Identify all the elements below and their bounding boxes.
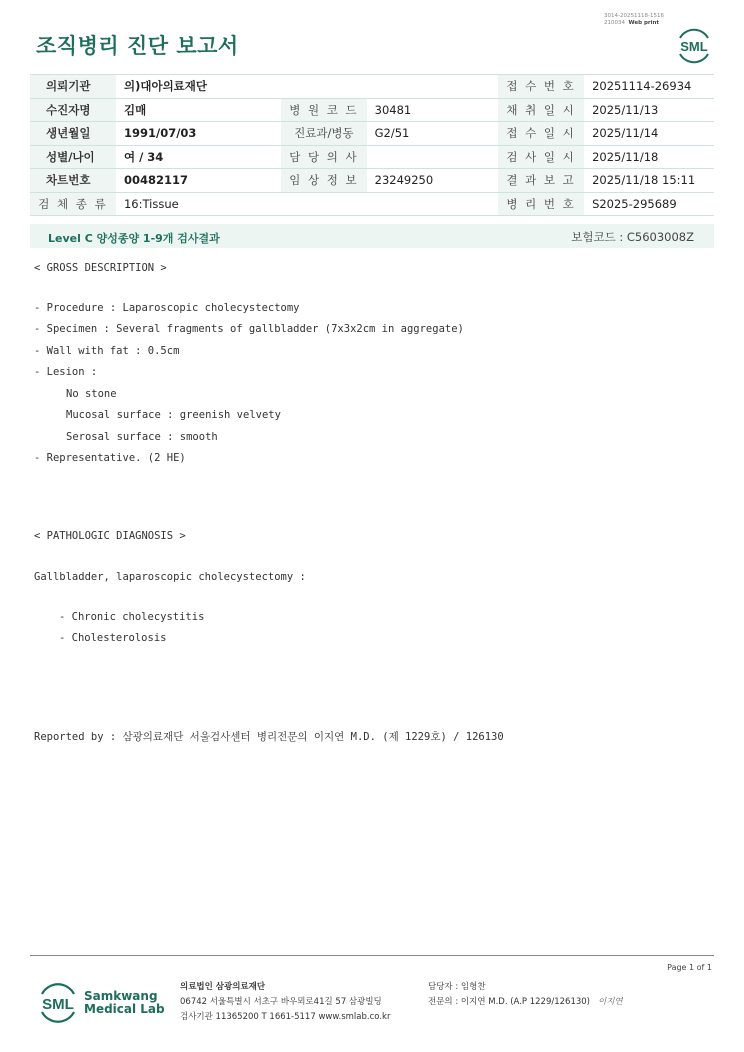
clinical-value: 23249250 (367, 169, 498, 193)
sex-age-label: 성별/나이 (30, 145, 116, 169)
receipt-date-value: 2025/11/14 (584, 122, 714, 146)
pathology-no-value: S2025-295689 (584, 192, 714, 216)
hospital-code-value: 30481 (367, 98, 498, 122)
patient-info-table (30, 74, 714, 216)
gross-specimen: - Specimen : Several fragments of gallbladder (7x3x2cm in aggregate) (34, 323, 464, 335)
specimen-label: 검 체 종 류 (30, 192, 116, 216)
lab-address: 06742 서울특별시 서초구 바우뫼로41길 57 삼광빌딩 (180, 997, 382, 1007)
hospital-code-label: 병 원 코 드 (281, 98, 366, 122)
insurance-code: 보험코드 : C5603008Z (571, 230, 694, 244)
gross-header: < GROSS DESCRIPTION > (34, 262, 167, 274)
gross-procedure: - Procedure : Laparoscopic cholecystectomy (34, 302, 300, 314)
logo-text: SML (42, 996, 74, 1013)
collect-date-value: 2025/11/13 (584, 98, 714, 122)
table-row (30, 192, 714, 216)
gross-no-stone: No stone (66, 388, 117, 400)
brand-line1: Samkwang (84, 989, 158, 1003)
report-date-value: 2025/11/18 15:11 (584, 169, 714, 193)
page-number: Page 1 of 1 (667, 963, 712, 972)
lab-contact: 검사기관 11365200 T 1661-5117 www.smlab.co.kr (180, 1012, 391, 1022)
collect-date-label: 채 취 일 시 (498, 98, 584, 122)
receipt-no-label: 접 수 번 호 (498, 75, 584, 99)
birth-label: 생년월일 (30, 122, 116, 146)
table-row (30, 75, 714, 99)
gross-serosal: Serosal surface : smooth (66, 431, 218, 443)
staff-block (428, 980, 623, 1010)
gross-lesion: - Lesion : (34, 366, 98, 378)
clinical-label: 임 상 정 보 (281, 169, 366, 193)
chart-value: 00482117 (116, 169, 281, 193)
patient-label: 수진자명 (30, 98, 116, 122)
lab-org-name: 의료법인 삼광의료재단 (180, 982, 266, 992)
diagnosis-main: Gallbladder, laparoscopic cholecystectomy : (34, 571, 306, 583)
pathology-no-label: 병 리 번 호 (498, 192, 584, 216)
diagnosis-header: < PATHOLOGIC DIAGNOSIS > (34, 530, 186, 542)
gross-mucosal: Mucosal surface : greenish velvety (66, 409, 281, 421)
footer-divider (30, 955, 714, 956)
gross-wall: - Wall with fat : 0.5cm (34, 345, 180, 357)
print-id-line1: 3014-20251118-1516 (604, 13, 664, 19)
chart-label: 차트번호 (30, 169, 116, 193)
gross-representative: - Representative. (2 HE) (34, 452, 186, 464)
table-row (30, 145, 714, 169)
requester-value: 의)대아의료재단 (116, 75, 498, 99)
dept-label: 진료과/병동 (281, 122, 366, 146)
print-id (604, 13, 674, 27)
print-id-line2: 210034 (604, 20, 625, 26)
doctor-value (367, 145, 498, 169)
receipt-no-value: 20251114-26934 (584, 75, 714, 99)
signature: 이지연 (598, 997, 623, 1007)
print-mode: Web print (628, 20, 660, 26)
diagnosis-item: - Chronic cholecystitis (59, 611, 205, 623)
staff-manager: 담당자 : 임형찬 (428, 982, 486, 992)
reported-by: Reported by : 삼광의료재단 서울검사센터 병리전문의 이지연 M.D. (제 1229호) / 126130 (34, 731, 504, 743)
sml-logo-icon (36, 980, 80, 1026)
lab-address-block (180, 980, 390, 1025)
dept-value: G2/51 (367, 122, 498, 146)
sml-logo-icon (674, 26, 714, 64)
brand-name (84, 990, 165, 1016)
requester-label: 의뢰기관 (30, 75, 116, 99)
report-date-label: 결 과 보 고 (498, 169, 584, 193)
logo-text: SML (680, 39, 708, 54)
diagnosis-item: - Cholesterolosis (59, 632, 167, 644)
birth-value: 1991/07/03 (116, 122, 281, 146)
table-row (30, 98, 714, 122)
table-row (30, 122, 714, 146)
table-row (30, 169, 714, 193)
test-level-title: Level C 양성종양 1-9개 검사결과 (48, 232, 220, 245)
doctor-label: 담 당 의 사 (281, 145, 366, 169)
staff-specialist: 전문의 : 이지연 M.D. (A.P 1229/126130) (428, 997, 590, 1007)
sex-age-value: 여 / 34 (116, 145, 281, 169)
specimen-value: 16:Tissue (116, 192, 498, 216)
patient-value: 김매 (116, 98, 281, 122)
brand-line2: Medical Lab (84, 1002, 165, 1016)
receipt-date-label: 접 수 일 시 (498, 122, 584, 146)
exam-date-value: 2025/11/18 (584, 145, 714, 169)
exam-date-label: 검 사 일 시 (498, 145, 584, 169)
report-title: 조직병리 진단 보고서 (36, 34, 239, 58)
test-level-bar (30, 224, 714, 248)
